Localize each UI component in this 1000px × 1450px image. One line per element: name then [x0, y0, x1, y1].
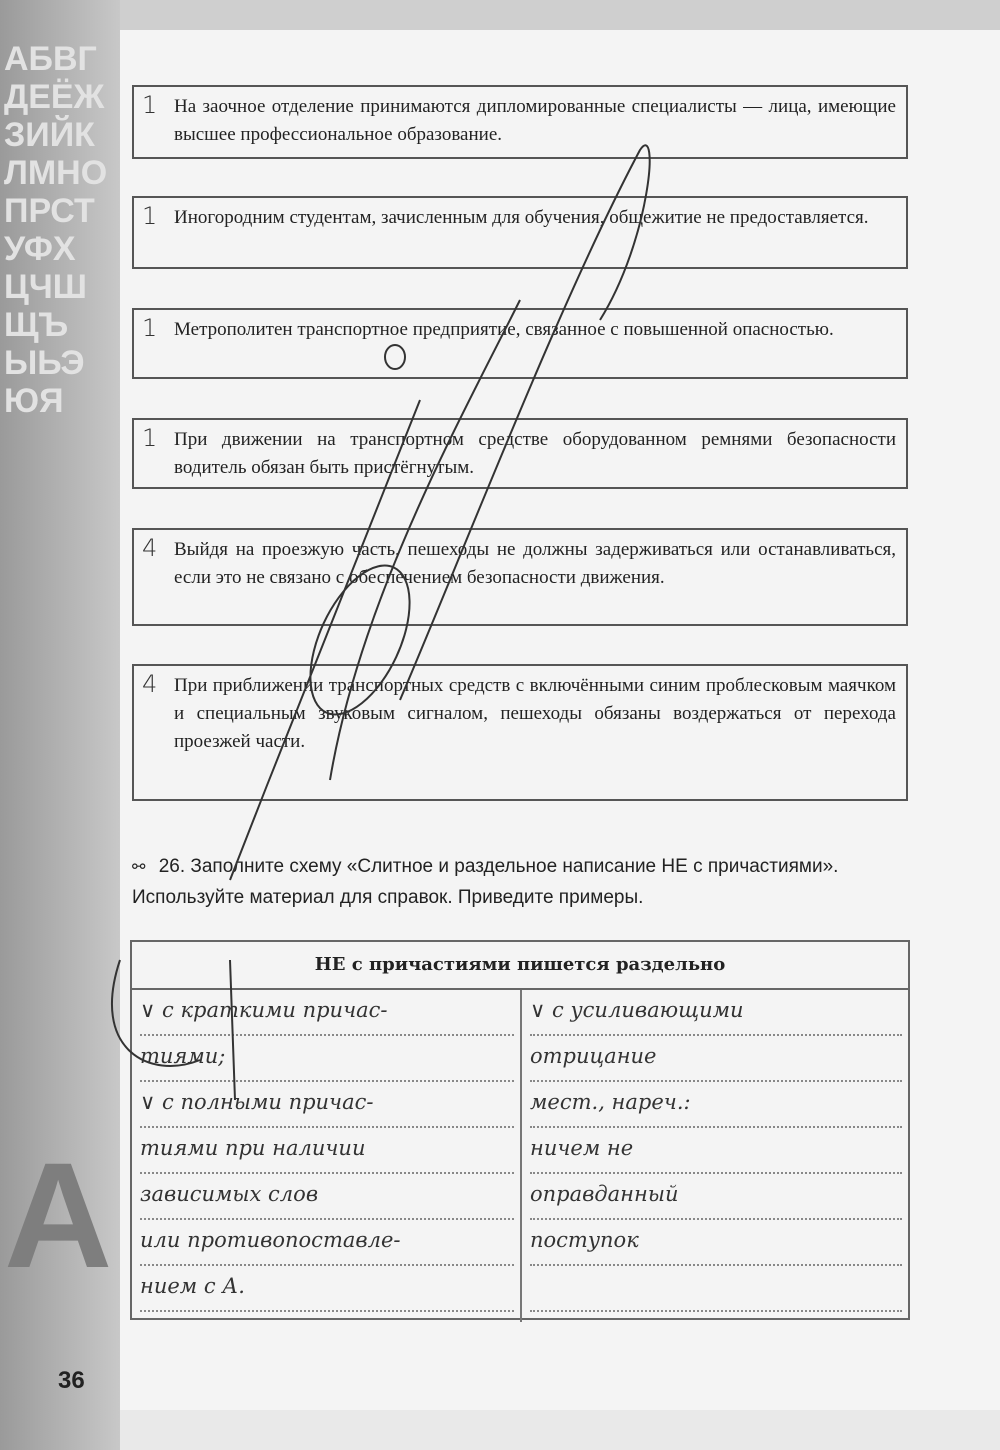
answer-line[interactable]: оправданный: [530, 1174, 902, 1220]
right-column: [520, 990, 908, 1322]
answer-line[interactable]: зависимых слов: [140, 1174, 514, 1220]
sentence-text: Выйдя на проезжую часть, пешеходы не должны задерживаться или останавливаться, если это не связано с обеспечением безопасности движения.: [174, 539, 896, 588]
answer-line[interactable]: отрицание: [530, 1036, 902, 1082]
decorative-letter: A: [4, 1131, 113, 1299]
sentence-text: На заочное отделение принимаются дипломированные специалисты — лица, имеющие высшее профессиональное образование.: [174, 96, 896, 145]
mark: 4: [142, 670, 158, 698]
background-letters: АБВГДЕЁЖ ЗИЙК ЛМНО ПРСТУФХ ЦЧШЩЪ ЫЬЭЮЯ: [4, 40, 108, 420]
answer-line[interactable]: тиями;: [140, 1036, 514, 1082]
answer-line[interactable]: ∨ с усиливающими: [530, 990, 902, 1036]
scheme-table: [130, 940, 910, 1320]
sentence-text: Иногородним студентам, зачисленным для обучения, общежитие не предоставляется.: [174, 207, 869, 228]
task-number: 26.: [158, 856, 186, 877]
mark: 1: [142, 314, 158, 342]
answer-line[interactable]: [530, 1266, 902, 1312]
top-band: [120, 0, 1000, 30]
table-header: НЕ с причастиями пишется раздельно: [132, 942, 908, 990]
answer-line[interactable]: нием с А.: [140, 1266, 514, 1312]
sentence-box: [132, 528, 908, 626]
answer-line[interactable]: мест., нареч.:: [530, 1082, 902, 1128]
sentence-box: [132, 418, 908, 489]
answer-line[interactable]: или противопоставле-: [140, 1220, 514, 1266]
mark: 1: [142, 91, 158, 119]
sentence-text: Метрополитен транспортное предприятие, связанное с повышенной опасностью.: [174, 319, 834, 340]
sentence-box: [132, 308, 908, 379]
left-column: [132, 990, 520, 1322]
task-26: [132, 852, 912, 913]
answer-line[interactable]: ∨ с краткими причас-: [140, 990, 514, 1036]
answer-line[interactable]: ∨ с полными причас-: [140, 1082, 514, 1128]
mark: 1: [142, 424, 158, 452]
reference-icon: ⚯: [132, 859, 146, 876]
sentence-text: При приближении транспортных средств с включёнными синим проблесковым маячком и специальным звуковым сигналом, пешеходы обязаны воздержаться от перехода проезжей части.: [174, 675, 896, 752]
sentence-box: [132, 196, 908, 269]
mark: 4: [142, 534, 158, 562]
answer-line[interactable]: тиями при наличии: [140, 1128, 514, 1174]
answer-line[interactable]: поступок: [530, 1220, 902, 1266]
answer-line[interactable]: ничем не: [530, 1128, 902, 1174]
task-text: Заполните схему «Слитное и раздельное написание НЕ с причастиями». Используйте материал для справок. Приведите примеры.: [132, 856, 839, 908]
page-number: 36: [58, 1367, 85, 1394]
sentence-box: [132, 85, 908, 159]
sentence-box: [132, 664, 908, 801]
mark: 1: [142, 202, 158, 230]
sentence-text: При движении на транспортном средстве оборудованном ремнями безопасности водитель обязан быть пристёгнутым.: [174, 429, 896, 478]
